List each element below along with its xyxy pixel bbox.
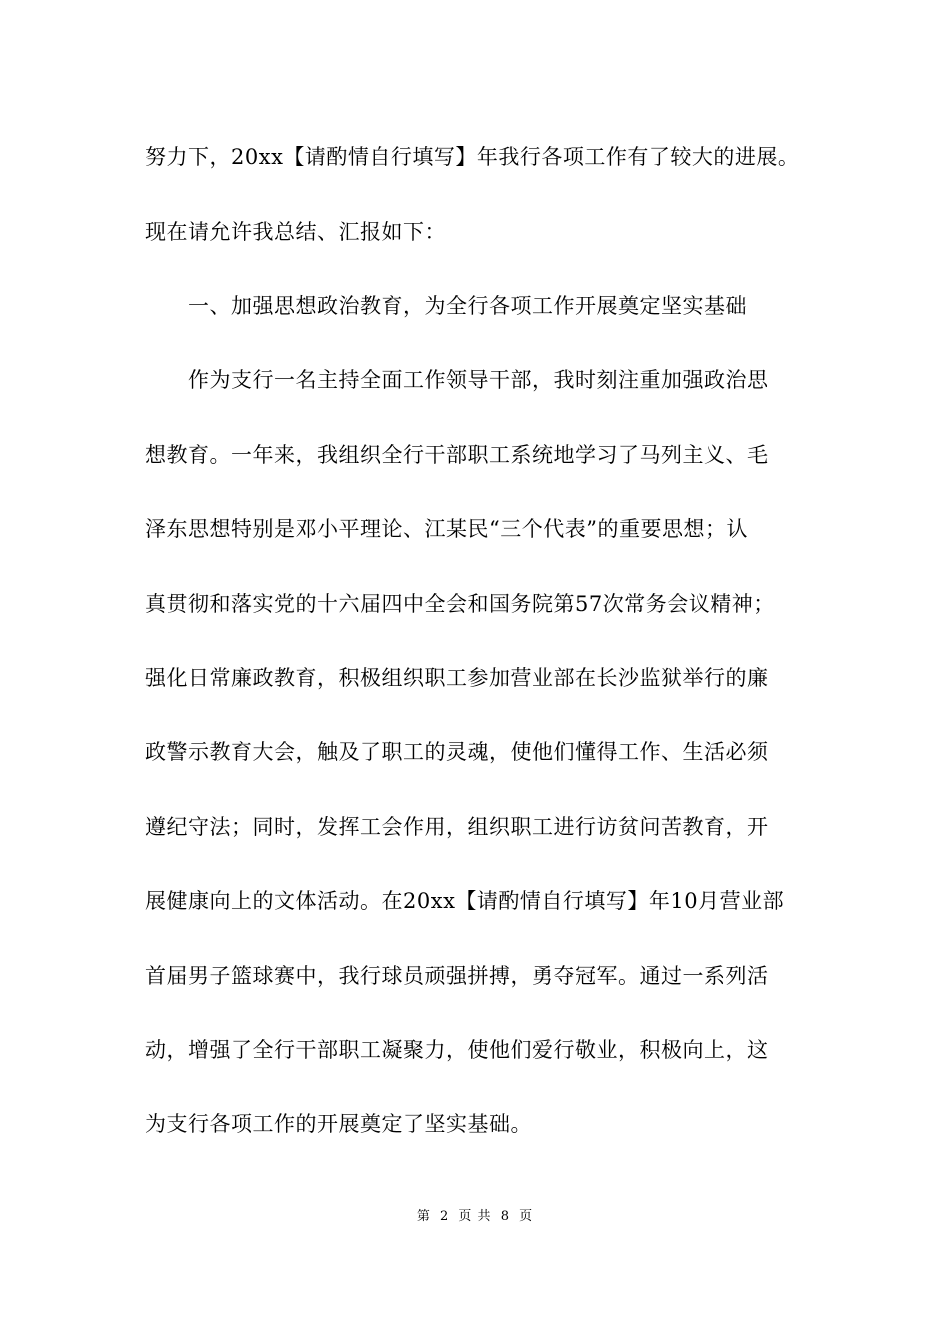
section-heading: 一、加强思想政治教育，为全行各项工作开展奠定坚实基础 xyxy=(188,294,747,318)
footer-total-pages: 8 xyxy=(500,1209,510,1224)
footer-middle: 页 共 xyxy=(458,1209,492,1224)
body-line-9: 政警示教育大会，触及了职工的灵魂，使他们懂得工作、生活必须 xyxy=(145,740,769,764)
body-line-4: 作为支行一名主持全面工作领导干部，我时刻注重加强政治思 xyxy=(188,368,769,392)
body-line-5: 想教育。一年来，我组织全行干部职工系统地学习了马列主义、毛 xyxy=(145,443,769,467)
footer-current-page: 2 xyxy=(440,1209,450,1224)
body-line-8: 强化日常廉政教育，积极组织职工参加营业部在长沙监狱举行的廉 xyxy=(145,666,769,690)
body-line-6: 泽东思想特别是邓小平理论、江某民“三个代表”的重要思想；认 xyxy=(145,517,748,541)
footer-prefix: 第 xyxy=(416,1209,431,1224)
body-line-1: 努力下，20xx【请酌情自行填写】年我行各项工作有了较大的进展。 xyxy=(145,145,800,169)
body-line-12: 首届男子篮球赛中，我行球员顽强拼搏，勇夺冠军。通过一系列活 xyxy=(145,964,769,988)
body-line-11: 展健康向上的文体活动。在20xx【请酌情自行填写】年10月营业部 xyxy=(145,889,785,913)
page-footer xyxy=(0,1208,950,1226)
footer-suffix: 页 xyxy=(519,1209,534,1224)
body-line-14: 为支行各项工作的开展奠定了坚实基础。 xyxy=(145,1112,532,1136)
body-line-13: 动，增强了全行干部职工凝聚力，使他们爱行敬业，积极向上，这 xyxy=(145,1038,769,1062)
body-line-7: 真贯彻和落实党的十六届四中全会和国务院第57次常务会议精神； xyxy=(145,592,775,616)
body-line-10: 遵纪守法；同时，发挥工会作用，组织职工进行访贫问苦教育，开 xyxy=(145,815,769,839)
body-line-2: 现在请允许我总结、汇报如下： xyxy=(145,220,446,244)
